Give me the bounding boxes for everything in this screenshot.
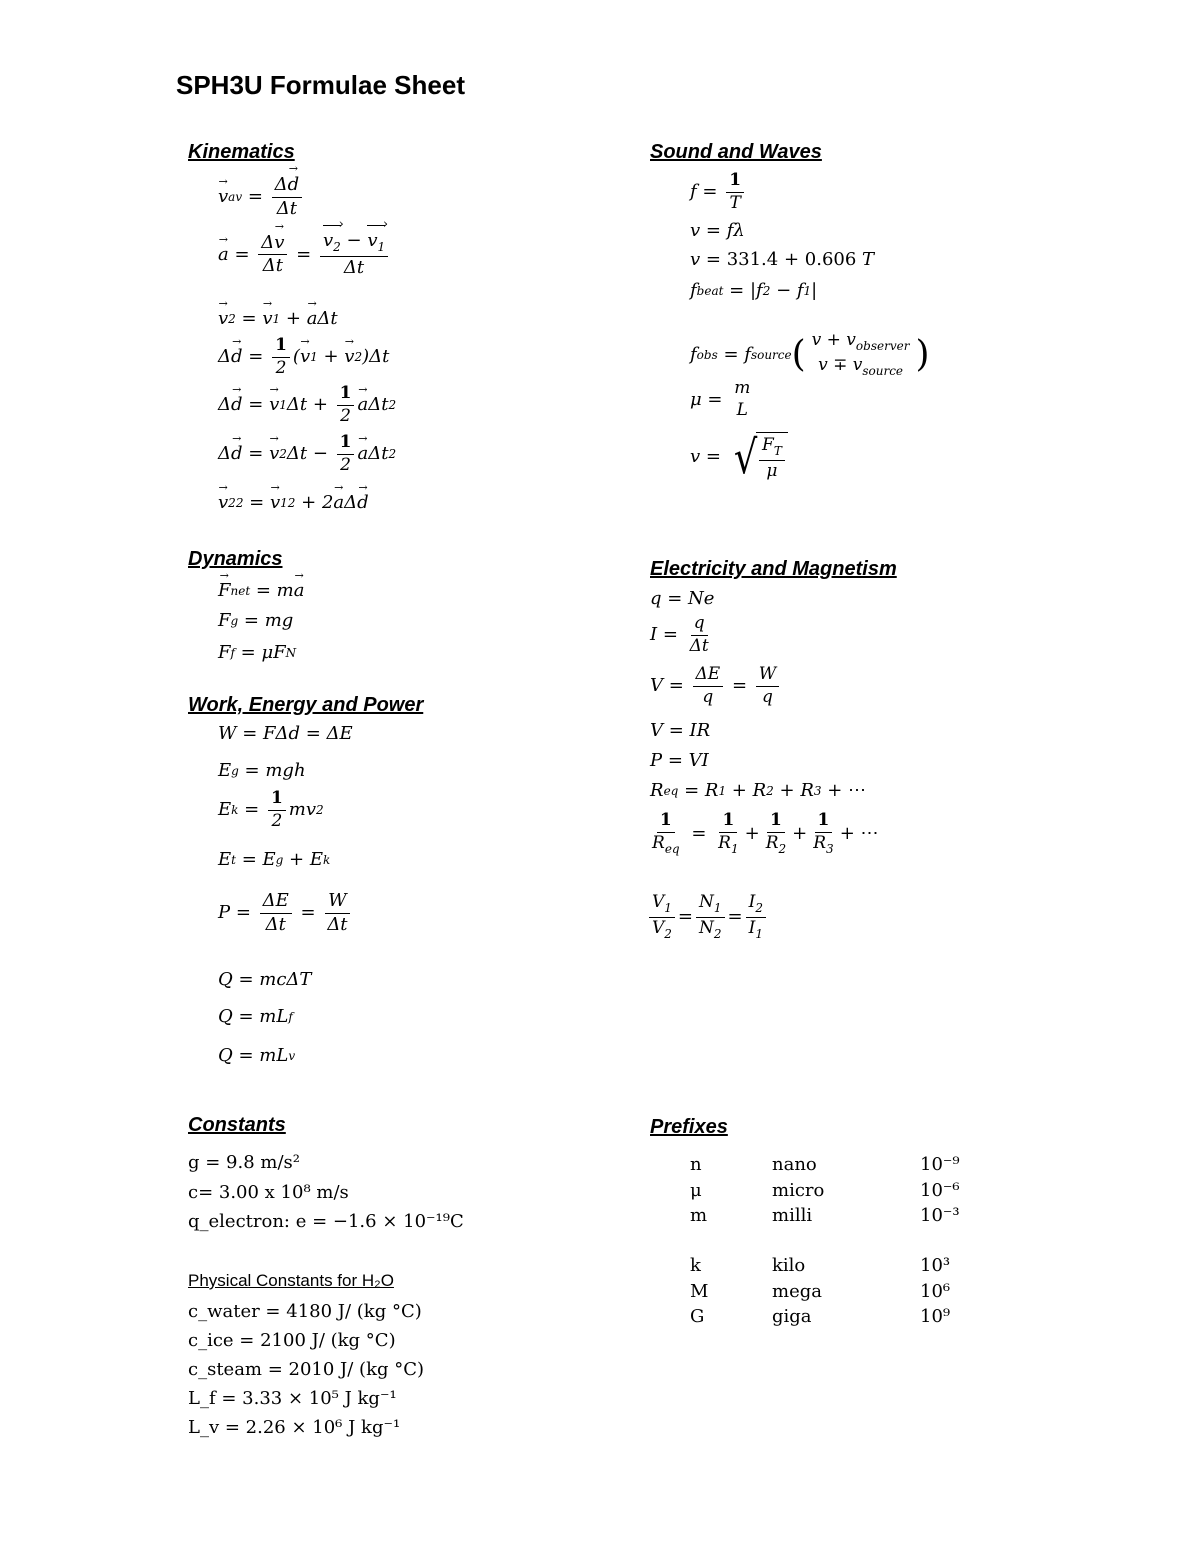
eq-string-wave-speed: v = √ $\frac{F_T}{\mu}$: [690, 432, 788, 482]
eq-friction-force: F f = μF N: [218, 642, 297, 663]
prefix-value: 10⁻³: [920, 1205, 960, 1226]
eq-ohms-law: V = IR: [650, 720, 711, 741]
heading-work-energy-power: Work, Energy and Power: [188, 694, 424, 716]
constant-gravity: g = 9.8 m/s²: [188, 1152, 300, 1173]
prefix-value: 10⁶: [920, 1281, 951, 1302]
eq-velocity-squared: → v 2 2 = → v 1 2 + 2 → a Δ → d: [218, 494, 369, 512]
eq-voltage: V = $\frac{\Delta E}{q}$ = $\frac{W}{q}$: [650, 664, 782, 708]
eq-final-velocity: → v 2 = → v 1 + → a Δt: [218, 310, 338, 328]
eq-parallel-resistance: $\frac{1}{R_{eq}}$ = $\frac{1}{R_1}$ + $\frac{1}{R_2}$ + $\frac{1}{R_3}$ + ⋯: [652, 810, 879, 856]
eq-speed-of-sound: v = 331.4 + 0.606 T: [690, 249, 875, 270]
heading-dynamics: Dynamics: [188, 548, 283, 570]
eq-work: W = FΔd = ΔE: [218, 723, 353, 744]
heading-kinematics: Kinematics: [188, 141, 295, 163]
heading-prefixes: Prefixes: [650, 1116, 728, 1138]
eq-heat-fusion: Q = mL f: [218, 1006, 293, 1027]
heading-sound-waves: Sound and Waves: [650, 141, 822, 163]
eq-total-energy: E t = E g + E k: [218, 849, 331, 870]
constant-c-water: c_water = 4180 J/ (kg °C): [188, 1301, 422, 1322]
prefix-symbol: M: [690, 1281, 709, 1302]
eq-kinetic-energy: E k = $\frac{1}{2}$ mv 2: [218, 788, 324, 831]
constant-c-steam: c_steam = 2010 J/ (kg °C): [188, 1359, 425, 1380]
eq-current: I = $\frac{q}{\Delta t}$: [650, 613, 709, 656]
eq-charge: q = Ne: [650, 588, 715, 609]
prefix-value: 10⁹: [920, 1306, 951, 1327]
eq-electric-power: P = VI: [650, 750, 709, 771]
prefix-name: micro: [772, 1180, 825, 1201]
eq-frequency: f = $\frac{1}{T}$: [690, 170, 747, 214]
prefix-symbol: k: [690, 1255, 701, 1276]
eq-average-velocity: → v av = $\frac{\Delta\to d}{\Delta t}$: [218, 174, 305, 220]
prefix-value: 10⁻⁶: [920, 1180, 960, 1201]
eq-net-force: → F net = m → a: [218, 582, 304, 600]
eq-series-resistance: R eq = R 1 + R 2 + R 3 + ⋯: [650, 780, 867, 801]
prefix-symbol: μ: [690, 1180, 702, 1201]
eq-displacement-average: Δ → d = $\frac{1}{2}$ ( → v 1 + → v 2 )Δt: [218, 335, 389, 379]
eq-gravitational-energy: E g = mgh: [218, 760, 306, 781]
constant-electron-charge: q_electron: e = −1.6 × 10⁻¹⁹C: [188, 1211, 464, 1232]
prefix-symbol: G: [690, 1306, 705, 1327]
eq-doppler: f obs = f source ( $v + v_{observer}$ $v \mp v_{source}$ ): [690, 330, 930, 378]
eq-transformer: $\frac{V_1}{V_2}$ = $\frac{N_1}{N_2}$ = $\frac{I_2}{I_1}$: [646, 892, 769, 943]
physical-constants-title: Physical Constants for H₂O: [188, 1271, 394, 1290]
eq-displacement-v1: Δ → d = → v 1 Δt + $\frac{1}{2}$ → a Δt 2: [218, 383, 396, 427]
eq-linear-density: μ = m L: [690, 378, 751, 420]
prefix-name: giga: [772, 1306, 812, 1327]
eq-power: P = $\frac{\Delta E}{\Delta t}$ = $\frac{W}{\Delta t}$: [218, 890, 354, 936]
prefix-value: 10⁻⁹: [920, 1154, 960, 1175]
constant-latent-fusion: L_f = 3.33 × 10⁵ J kg⁻¹: [188, 1388, 397, 1409]
constant-speed-of-light: c= 3.00 x 10⁸ m/s: [188, 1182, 349, 1203]
prefix-name: kilo: [772, 1255, 806, 1276]
prefix-value: 10³: [920, 1255, 951, 1276]
heading-electricity-magnetism: Electricity and Magnetism: [650, 558, 897, 580]
heading-constants: Constants: [188, 1114, 286, 1136]
eq-heat: Q = mcΔT: [218, 969, 312, 990]
prefix-symbol: m: [690, 1205, 708, 1226]
prefix-symbol: n: [690, 1154, 702, 1175]
eq-displacement-v2: Δ → d = → v 2 Δt − $\frac{1}{2}$ → a Δt 2: [218, 432, 396, 476]
eq-beat-frequency: f beat = |f 2 − f 1 |: [690, 280, 818, 301]
eq-heat-vaporization: Q = mL v: [218, 1045, 296, 1066]
prefix-name: mega: [772, 1281, 822, 1302]
page-title: SPH3U Formulae Sheet: [176, 70, 465, 100]
eq-gravity-force: F g = mg: [218, 610, 294, 631]
constant-latent-vaporization: L_v = 2.26 × 10⁶ J kg⁻¹: [188, 1417, 401, 1438]
prefix-name: nano: [772, 1154, 817, 1175]
constant-c-ice: c_ice = 2100 J/ (kg °C): [188, 1330, 396, 1351]
eq-acceleration: → a = $\frac{\Delta\to v}{\Delta t}$ = $\frac{v_2 › - v_1 ›}{\Delta t}$: [218, 230, 391, 279]
eq-wave-speed: v = fλ: [690, 220, 745, 241]
prefix-name: milli: [772, 1205, 813, 1226]
